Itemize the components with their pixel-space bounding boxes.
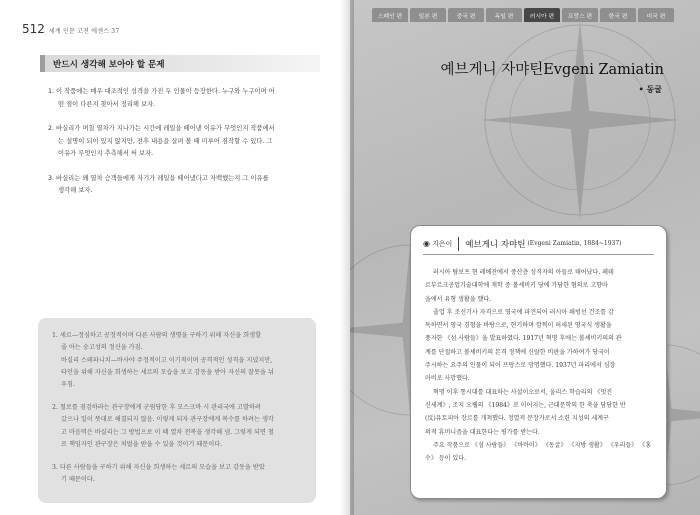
bio-paragraph xyxy=(425,386,653,439)
question-line: 3. 바실리는 왜 열차 승객들에게 자기가 레일을 떼어냈다고 자백했는지 그 이유를 xyxy=(48,174,269,182)
author-bio-card xyxy=(410,225,667,499)
bio-line: 의적 휴머니즘을 대표한다는 평가를 받는다. xyxy=(425,428,540,436)
author-title xyxy=(441,58,664,79)
bio-line: 주요 작품으로 《섬 사람들》 《바바이》 《동굴》 《지방 생활》 《우리들》 《홍 xyxy=(433,441,652,449)
answer-line: 바실리 스테파니치—바사야 주정적이고 이기적이며 공격적인 성격을 지녔지만, xyxy=(61,356,273,364)
bio-paragraph xyxy=(425,439,653,466)
tab-china[interactable]: 중국 편 xyxy=(448,8,484,22)
tab-japan[interactable]: 일본 편 xyxy=(410,8,446,22)
bio-line: 을에서 유형 생활을 했다. xyxy=(425,295,492,303)
compass-rose-icon xyxy=(470,10,690,230)
author-name-latin: Evgeni Zamiatin xyxy=(543,62,664,78)
question-line: 1. 이 작품에는 매우 대조적인 성격을 가진 두 인물이 등장한다. 누구와 누구이며 어 xyxy=(48,88,275,95)
answer-line: 기 때문이다. xyxy=(61,476,95,484)
author-name-korean: 예브게니 자먀틴 xyxy=(440,62,544,78)
work-title xyxy=(639,84,662,95)
page-number: 512 xyxy=(22,22,45,36)
bio-line: 신세계》, 조지 오웰의 《1984》로 이어지는, 근대문학의 한 축을 담당한 반 xyxy=(425,401,626,409)
right-page xyxy=(350,0,700,515)
answer-1 xyxy=(52,330,304,391)
questions-header xyxy=(40,55,320,72)
bio-author-latin: (Evgeni Zamiatin, 1884~1937) xyxy=(527,240,622,247)
answer-line: 2. 철로를 점검하라는 관구장에게 군림당한 후 모스크바 시 관리국에 고발하려 xyxy=(52,404,261,411)
tab-germany[interactable]: 독일 편 xyxy=(486,8,522,22)
country-tabs xyxy=(372,8,674,22)
bio-line: 혁명 이후 통시대를 대표하는 사설이오로서, 울리스 학습리의 《멋진 xyxy=(433,388,613,396)
series-title: 세계 인문 고전 에센스 37 xyxy=(48,28,120,35)
answer-line: 3. 다른 사람들을 구하기 위해 자신을 희생하는 세르의 모습을 보고 감동을 받았 xyxy=(52,464,265,471)
bio-line: 독하면서 영국 경험을 바탕으로, 현기하며 깜찍이 허세된 영국식 생활을 xyxy=(425,322,612,330)
question-line: 는 설명이 되어 있지 않지만, 전후 내용을 살펴 볼 때 미루어 짐작할 수 있다. 그 xyxy=(58,137,273,145)
questions-list xyxy=(48,86,296,210)
questions-title: 반드시 생각해 보아야 할 문제 xyxy=(53,60,165,70)
tab-korea[interactable]: 한국 편 xyxy=(600,8,636,22)
bio-line: 르부르크공업기술대학에 재학 중 볼셰비키 당에 가담한 혐의로 고향마 xyxy=(425,282,608,290)
bio-line: 수》 등이 있다. xyxy=(425,455,467,463)
answer-line: 줄 아는 숭고성의 정신을 가짐. xyxy=(61,344,143,352)
divider xyxy=(423,254,654,255)
tab-france[interactable]: 프랑스 편 xyxy=(562,8,598,22)
answer-2 xyxy=(52,402,304,451)
answer-line: 갔으나 일이 뜻대로 해결되지 않음. 이렇게 되자 관구장에게 복수를 하려는 생각 xyxy=(61,416,274,424)
answer-box xyxy=(38,318,316,503)
work-title-text: 동굴 xyxy=(646,85,662,94)
answer-line: 타인을 위해 자신을 희생하는 세르의 모습을 보고 감동을 받아 자신의 잘못을 뉘 xyxy=(61,368,274,376)
bio-line: 졸업 후 조선기사 자격으로 영국에 파견되어 러시아 쇄빙선 건조를 감 xyxy=(433,308,614,316)
divider xyxy=(458,237,459,251)
bio-line: 풍자한 《섬 사람들》을 발표하였다. 1917년 혁명 후에는 볼셰비키의의 관 xyxy=(425,335,622,343)
bio-line: 마비로 사망했다. xyxy=(425,375,470,383)
question-line: 떤 점이 다른지 찾아서 정리해 보자. xyxy=(58,100,156,108)
bio-line: (反)유토피아 장르를 개척했다. 정열적 문장가로서 소련 지성의 세계구 xyxy=(425,415,609,423)
answer-line: 로 책임자인 관구장은 처벌을 받을 수 있을 것이기 때문이다. xyxy=(61,440,223,448)
tab-russia[interactable]: 러시아 편 xyxy=(524,8,560,22)
question-3 xyxy=(48,173,296,198)
question-1 xyxy=(48,86,296,111)
answer-3 xyxy=(52,462,304,487)
bio-header xyxy=(423,237,622,250)
tab-usa[interactable]: 미국 편 xyxy=(638,8,674,22)
question-line: 2. 바실리가 며칠 열차가 지나가는 시간에 레일을 떼어낸 이유가 무엇인지 작품에서 xyxy=(48,125,275,132)
question-line: 이유가 무엇인지 추측해서 써 보자. xyxy=(58,150,154,157)
target-icon: ◉ xyxy=(423,239,430,248)
running-head xyxy=(22,22,119,36)
bullet-icon: • xyxy=(638,85,644,94)
question-line: 생각해 보자. xyxy=(58,187,93,194)
bio-paragraph xyxy=(425,266,653,306)
bio-body xyxy=(425,266,653,465)
bio-paragraph xyxy=(425,306,653,386)
tab-spain[interactable]: 스페인 편 xyxy=(372,8,408,22)
answer-line: 1. 세르—정심하고 공정적이며 다른 사람의 생명을 구하기 위해 자신을 희생할 xyxy=(52,332,262,339)
bio-line: 주시하는 요주의 인물이 되어 프랑스로 망명했다. 1937년 파리에서 심장 xyxy=(425,362,616,370)
answer-line: 우침. xyxy=(61,381,75,389)
question-2 xyxy=(48,123,296,161)
bio-line: 계를 단절하고 볼셰비키의 본격 정책에 신랄한 비판을 가하여가 당국이 xyxy=(425,348,610,356)
bio-author-name: 예브게니 자먀틴 xyxy=(465,239,526,250)
bio-label: 지은이 xyxy=(431,239,453,248)
answer-line: 고 마음먹은 바실리는 그 방법으로 이 때 열차 전복을 생각해 냄. 그렇게 되면 철 xyxy=(61,428,274,436)
bio-line: 러시아 탐보프 현 레베잔에서 중산층 성직자의 아들로 태어났다. 페테 xyxy=(433,269,614,276)
